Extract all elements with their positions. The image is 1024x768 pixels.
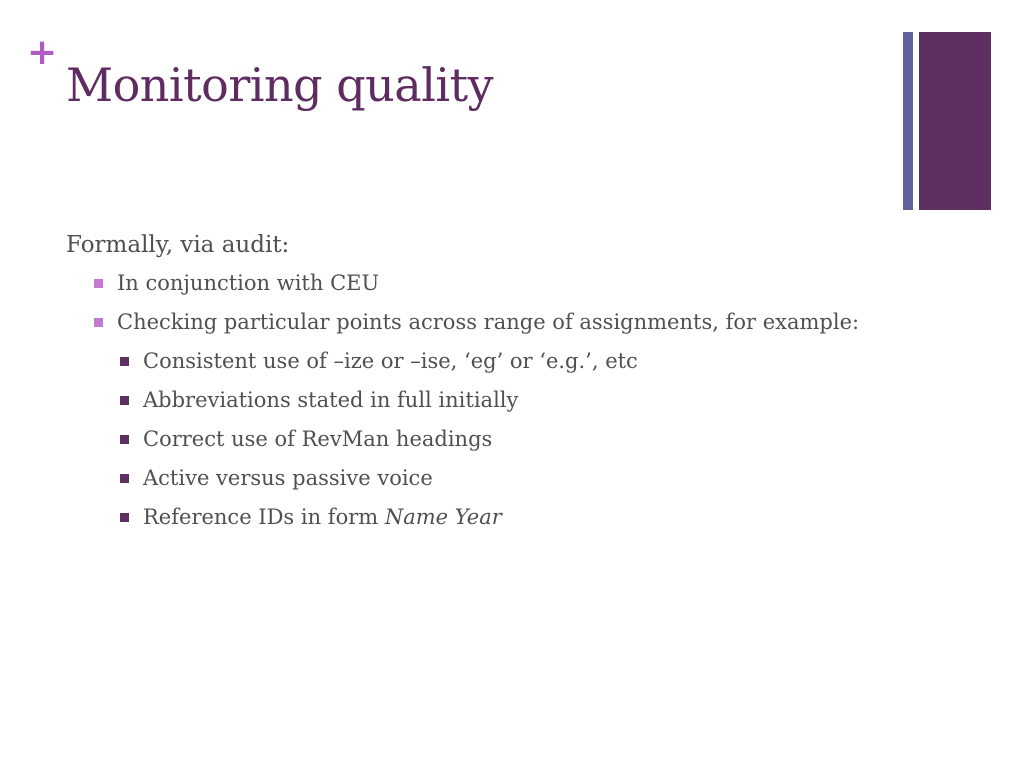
sub-list-item (66, 502, 866, 532)
square-bullet-icon (120, 513, 129, 522)
list-item (66, 268, 866, 298)
square-bullet-icon (94, 279, 103, 288)
sub-list-item-text: Active versus passive voice (143, 466, 433, 490)
sub-list-item-text: Consistent use of –ize or –ise, ‘eg’ or ‘e.g.’, etc (143, 349, 638, 373)
sub-list-item (66, 463, 866, 493)
sub-list-item-text: Abbreviations stated in full initially (143, 388, 519, 412)
square-bullet-icon (120, 474, 129, 483)
sub-bullet-list (66, 346, 866, 532)
accent-bar-thin (903, 32, 913, 210)
plus-icon: + (27, 32, 58, 73)
sub-list-item (66, 424, 866, 454)
bullet-list (66, 268, 866, 532)
list-item (66, 307, 866, 532)
sub-list-item-emphasis: Name Year (384, 505, 502, 529)
list-item-text: Checking particular points across range of assignments, for example: (117, 310, 860, 334)
sub-list-item (66, 385, 866, 415)
square-bullet-icon (120, 357, 129, 366)
sub-list-item-text: Correct use of RevMan headings (143, 427, 493, 451)
intro-text: Formally, via audit: (66, 232, 290, 258)
slide-body (66, 230, 866, 541)
sub-list-item (66, 346, 866, 376)
square-bullet-icon (94, 318, 103, 327)
slide-title: Monitoring quality (66, 58, 494, 112)
square-bullet-icon (120, 435, 129, 444)
list-item-text: In conjunction with CEU (117, 271, 380, 295)
square-bullet-icon (120, 396, 129, 405)
sub-list-item-text: Reference IDs in form (143, 505, 385, 529)
accent-bar-thick (919, 32, 991, 210)
